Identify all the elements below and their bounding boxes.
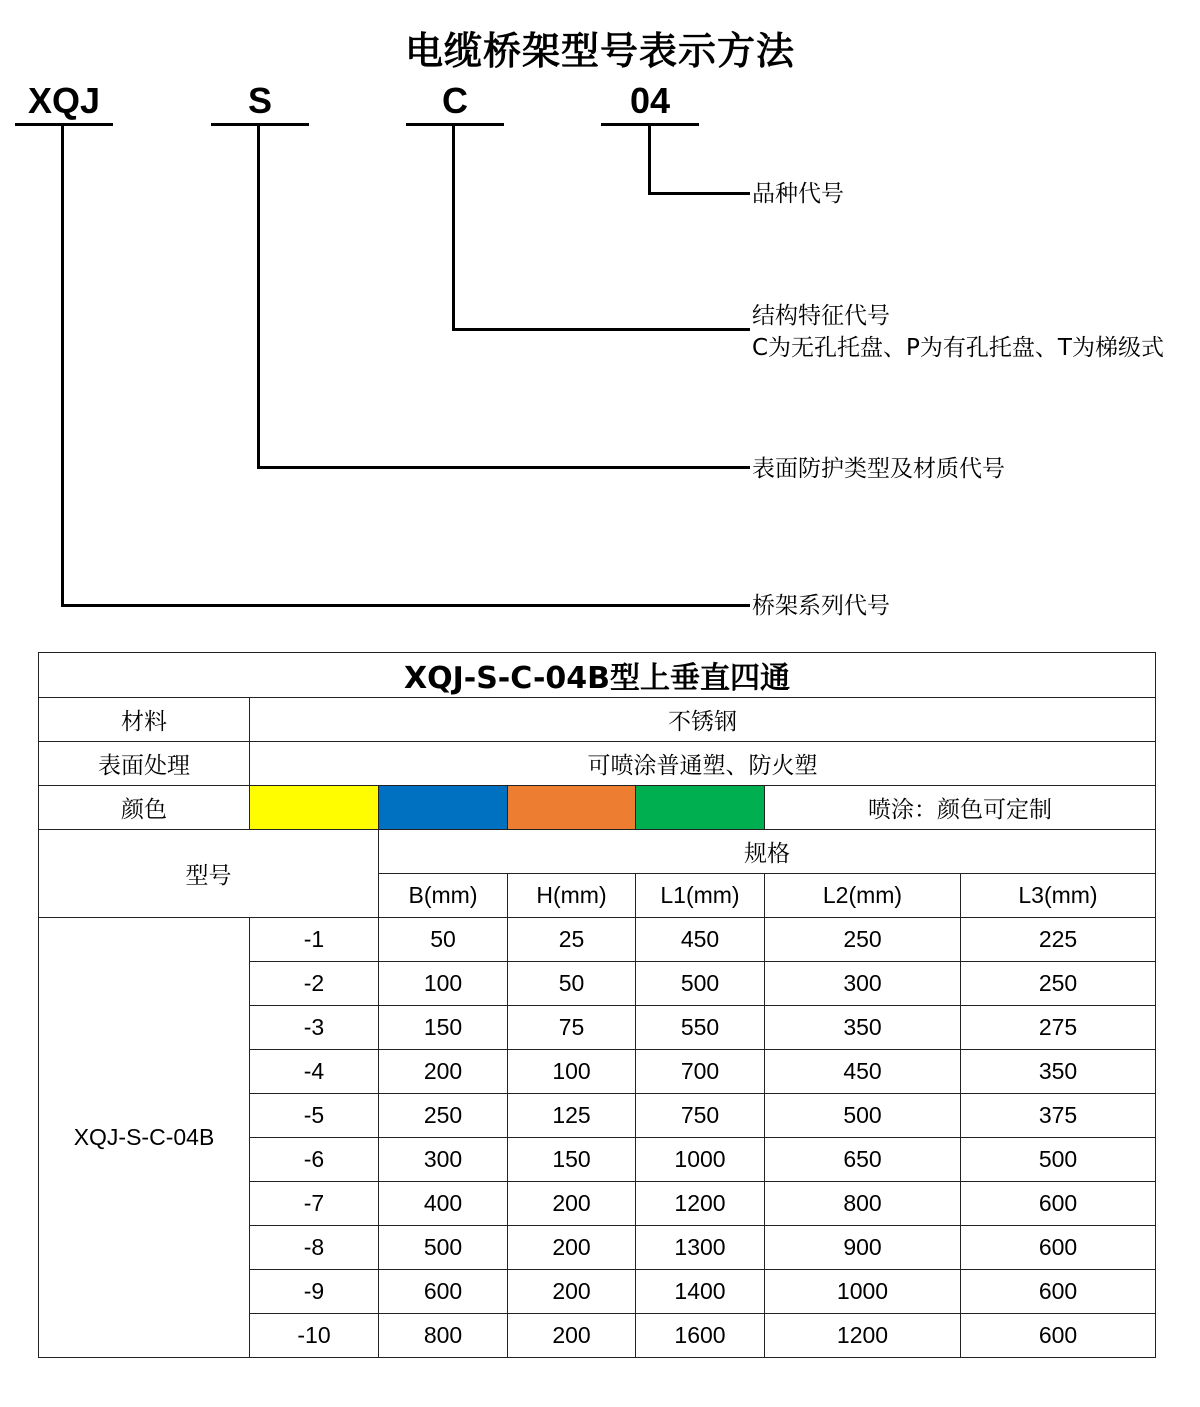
header-b: B(mm) — [379, 874, 508, 918]
cell-l1: 1600 — [636, 1314, 765, 1358]
material-label: 材料 — [39, 698, 250, 742]
cell-l2: 650 — [765, 1138, 961, 1182]
cell-l3: 600 — [961, 1270, 1156, 1314]
row-suffix: -3 — [250, 1006, 379, 1050]
cell-h: 100 — [508, 1050, 636, 1094]
cell-l2: 350 — [765, 1006, 961, 1050]
surface-value: 可喷涂普通塑、防火塑 — [250, 742, 1156, 786]
cell-l3: 375 — [961, 1094, 1156, 1138]
surface-connector-v — [257, 124, 260, 469]
cell-l3: 500 — [961, 1138, 1156, 1182]
cell-h: 125 — [508, 1094, 636, 1138]
cell-b: 150 — [379, 1006, 508, 1050]
cell-b: 250 — [379, 1094, 508, 1138]
cell-l3: 600 — [961, 1182, 1156, 1226]
row-suffix: -8 — [250, 1226, 379, 1270]
cell-l3: 275 — [961, 1006, 1156, 1050]
cell-b: 400 — [379, 1182, 508, 1226]
cell-l1: 1300 — [636, 1226, 765, 1270]
label-structure-detail: C为无孔托盘、P为有孔托盘、T为梯级式 — [752, 335, 1164, 361]
header-l2: L2(mm) — [765, 874, 961, 918]
structure-connector-h — [452, 328, 750, 331]
caption-row — [39, 653, 1156, 698]
cell-b: 500 — [379, 1226, 508, 1270]
variety-connector-v — [648, 124, 651, 195]
material-row — [39, 698, 1156, 742]
surface-row — [39, 742, 1156, 786]
model-name-cell: XQJ-S-C-04B — [39, 918, 250, 1358]
cell-l2: 1200 — [765, 1314, 961, 1358]
row-suffix: -7 — [250, 1182, 379, 1226]
cell-l2: 800 — [765, 1182, 961, 1226]
cell-l1: 1200 — [636, 1182, 765, 1226]
color-note: 喷涂：颜色可定制 — [765, 786, 1156, 830]
cell-l2: 500 — [765, 1094, 961, 1138]
cell-l1: 550 — [636, 1006, 765, 1050]
code-structure-underline — [406, 123, 504, 126]
cell-h: 50 — [508, 962, 636, 1006]
cell-h: 200 — [508, 1226, 636, 1270]
cell-l3: 250 — [961, 962, 1156, 1006]
row-suffix: -6 — [250, 1138, 379, 1182]
cell-l2: 1000 — [765, 1270, 961, 1314]
table-caption: XQJ-S-C-04B型上垂直四通 — [39, 653, 1156, 698]
label-structure: 结构特征代号 — [752, 303, 890, 329]
code-surface: S — [247, 80, 272, 121]
model-header: 型号 — [39, 830, 379, 918]
row-suffix: -4 — [250, 1050, 379, 1094]
cell-b: 600 — [379, 1270, 508, 1314]
cell-h: 200 — [508, 1314, 636, 1358]
cell-l3: 600 — [961, 1226, 1156, 1270]
row-suffix: -2 — [250, 962, 379, 1006]
cell-h: 200 — [508, 1182, 636, 1226]
label-variety: 品种代号 — [752, 181, 844, 207]
cell-l1: 750 — [636, 1094, 765, 1138]
series-connector-v — [61, 124, 64, 607]
series-connector-h — [61, 604, 750, 607]
cell-l2: 300 — [765, 962, 961, 1006]
label-series: 桥架系列代号 — [752, 593, 890, 619]
cell-l1: 1400 — [636, 1270, 765, 1314]
cell-l2: 900 — [765, 1226, 961, 1270]
cell-h: 150 — [508, 1138, 636, 1182]
code-structure: C — [442, 80, 468, 121]
header-l3: L3(mm) — [961, 874, 1156, 918]
surface-label: 表面处理 — [39, 742, 250, 786]
cell-l2: 450 — [765, 1050, 961, 1094]
row-suffix: -1 — [250, 918, 379, 962]
label-surface: 表面防护类型及材质代号 — [752, 456, 1005, 482]
cell-b: 100 — [379, 962, 508, 1006]
cell-l1: 450 — [636, 918, 765, 962]
cell-l1: 1000 — [636, 1138, 765, 1182]
color-swatch-green — [636, 786, 765, 830]
cell-l1: 500 — [636, 962, 765, 1006]
code-series: XQJ — [27, 80, 101, 121]
color-swatch-orange — [508, 786, 636, 830]
surface-connector-h — [257, 466, 750, 469]
cell-l3: 600 — [961, 1314, 1156, 1358]
cell-l3: 225 — [961, 918, 1156, 962]
code-series-underline — [15, 123, 113, 126]
color-label: 颜色 — [39, 786, 250, 830]
cell-b: 200 — [379, 1050, 508, 1094]
cell-b: 800 — [379, 1314, 508, 1358]
header-h: H(mm) — [508, 874, 636, 918]
cell-b: 50 — [379, 918, 508, 962]
row-suffix: -10 — [250, 1314, 379, 1358]
table-row — [39, 918, 1156, 962]
cell-h: 25 — [508, 918, 636, 962]
spec-header: 规格 — [379, 830, 1156, 874]
code-surface-underline — [211, 123, 309, 126]
variety-connector-h — [648, 192, 750, 195]
header-l1: L1(mm) — [636, 874, 765, 918]
material-value: 不锈钢 — [250, 698, 1156, 742]
color-row — [39, 786, 1156, 830]
cell-h: 75 — [508, 1006, 636, 1050]
spec-table — [38, 652, 1156, 1358]
cell-l2: 250 — [765, 918, 961, 962]
page-title: 电缆桥架型号表示方法 — [404, 29, 795, 73]
row-suffix: -5 — [250, 1094, 379, 1138]
code-variety: 04 — [629, 80, 671, 121]
structure-connector-v — [452, 124, 455, 331]
cell-l3: 350 — [961, 1050, 1156, 1094]
color-swatch-blue — [379, 786, 508, 830]
cell-b: 300 — [379, 1138, 508, 1182]
cell-l1: 700 — [636, 1050, 765, 1094]
row-suffix: -9 — [250, 1270, 379, 1314]
cell-h: 200 — [508, 1270, 636, 1314]
header-row-1 — [39, 830, 1156, 874]
color-swatch-yellow — [250, 786, 379, 830]
